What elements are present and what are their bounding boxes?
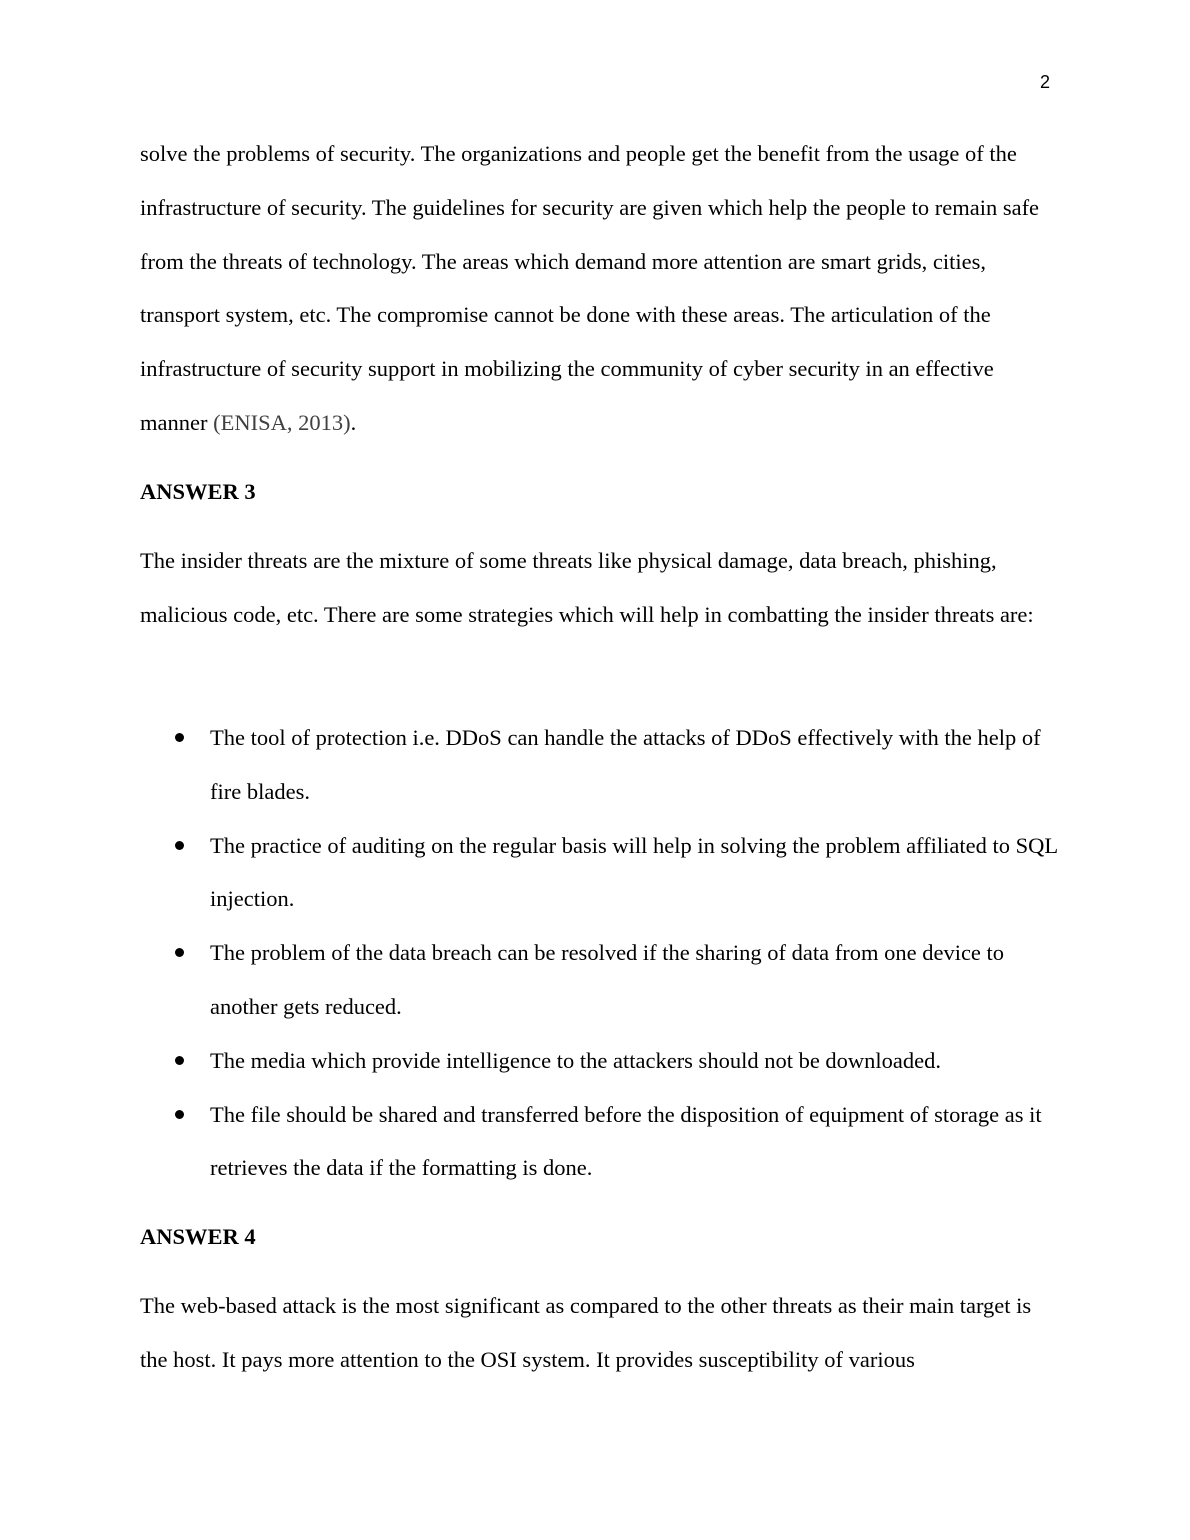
page-number: 2 xyxy=(1040,72,1051,92)
answer4-heading: ANSWER 4 xyxy=(140,1224,256,1249)
bullet-item xyxy=(140,1034,1060,1088)
bullet-text: The problem of the data breach can be resolved if the sharing of data from one device to another gets reduced. xyxy=(210,940,1005,1019)
answer3-heading: ANSWER 3 xyxy=(140,479,256,504)
intro-text: solve the problems of security. The organizations and people get the benefit from the usage of the infrastructure of security. The guidelines for security are given which help the people to remain safe from the threats of technology. The areas which demand more attention are smart grids, cities, transport system, etc. The compromise cannot be done with these areas. The articulation of the infrastructure of security support in mobilizing the community of cyber security in an effective manner xyxy=(140,141,1040,435)
bullet-text: The practice of auditing on the regular basis will help in solving the problem affiliated to SQL injection. xyxy=(210,832,1058,912)
bullet-dot-icon xyxy=(175,1110,184,1119)
answer4-paragraph: The web-based attack is the most significant as compared to the other threats as their main target is the host. It pays more attention to the OSI system. It provides susceptibility of various xyxy=(140,1293,1032,1372)
bullet-text: The media which provide intelligence to the attackers should not be downloaded. xyxy=(210,1047,942,1073)
bullet-dot-icon xyxy=(175,948,184,957)
bullet-dot-icon xyxy=(175,733,184,742)
intro-citation: (ENISA, 2013) xyxy=(213,409,351,435)
bullet-text: The file should be shared and transferred before the disposition of equipment of storage as it retrieves the data if the formatting is done. xyxy=(210,1101,1042,1181)
bullet-item xyxy=(140,819,1060,927)
answer3-intro-paragraph: The insider threats are the mixture of some threats like physical damage, data breach, phishing, malicious code, etc. There are some strategies which will help in combatting the insider threats are: xyxy=(140,548,1034,627)
bullet-item xyxy=(140,926,1060,1034)
bullet-dot-icon xyxy=(175,841,184,850)
intro-paragraph xyxy=(140,127,1060,450)
bullet-item xyxy=(140,1088,1060,1196)
bullet-item xyxy=(140,711,1060,819)
bullet-text: The tool of protection i.e. DDoS can handle the attacks of DDoS effectively with the help of fire blades. xyxy=(210,725,1041,804)
answer3-bullet-list xyxy=(140,711,1060,1195)
bullet-dot-icon xyxy=(175,1056,184,1065)
intro-end: . xyxy=(350,409,357,435)
